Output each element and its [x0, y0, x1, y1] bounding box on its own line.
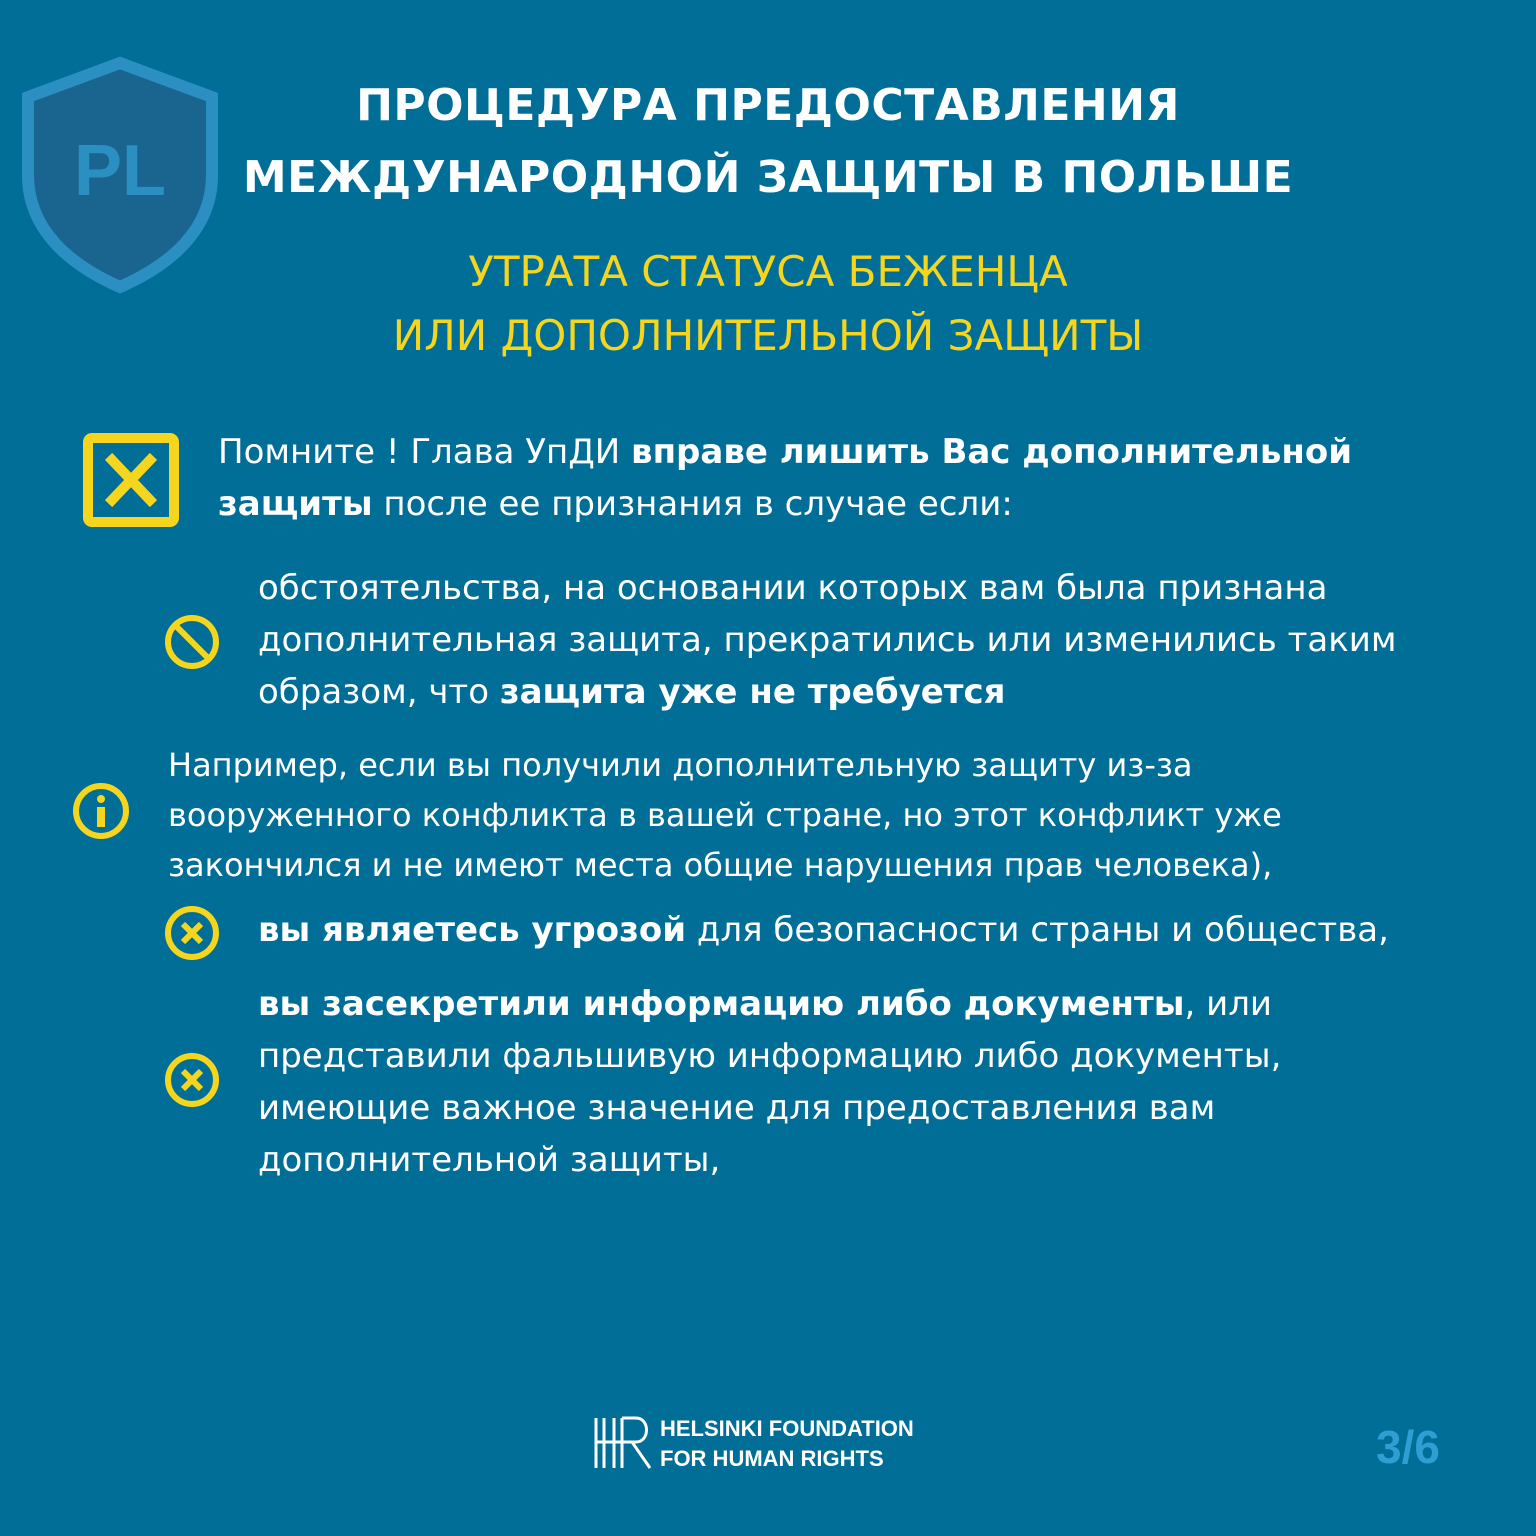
intro-suffix: после ее признания в случае если: [372, 484, 1013, 524]
title-line-1: ПРОЦЕДУРА ПРЕДОСТАВЛЕНИЯ [356, 80, 1180, 131]
subtitle-line-1: УТРАТА СТАТУСА БЕЖЕНЦА [468, 247, 1068, 296]
prohibited-icon [162, 612, 222, 672]
item-2-text [258, 904, 1498, 956]
intro-text [218, 426, 1478, 530]
boxed-x-icon [82, 432, 180, 528]
title-line-2: МЕЖДУНАРОДНОЙ ЗАЩИТЫ В ПОЛЬШЕ [242, 152, 1294, 203]
subtitle-line-2: ИЛИ ДОПОЛНИТЕЛЬНОЙ ЗАЩИТЫ [392, 311, 1144, 360]
item-3-plain: , или представили фальшивую информацию либо документы, имеющие важное значение для предоставления вам дополнительной защиты, [258, 984, 1282, 1180]
intro-bold: вправе лишить Вас дополнительной защиты [218, 432, 1353, 524]
item-1-text [258, 562, 1478, 718]
item-3-bold: вы засекретили информацию либо документы [258, 984, 1185, 1024]
logo-line-1: HELSINKI FOUNDATION [660, 1416, 914, 1441]
hfhr-logo-icon [592, 1414, 654, 1472]
item-1-plain: обстоятельства, на основании которых вам была признана дополнительная защита, прекратились или изменились таким образом, что [258, 568, 1397, 712]
info-text [168, 740, 1408, 890]
item-2-plain: для безопасности страны и общества, [686, 910, 1389, 950]
hfhr-logo-text [660, 1414, 914, 1474]
item-3-text [258, 978, 1438, 1186]
shield-label: PL [73, 131, 167, 211]
page-title [0, 70, 1536, 214]
info-paragraph: Например, если вы получили дополнительную защиту из-за вооруженного конфликта в вашей стране, но этот конфликт уже закончился и не имеют места общие нарушения прав человека), [168, 746, 1282, 884]
logo-line-2: FOR HUMAN RIGHTS [660, 1446, 884, 1471]
info-icon [70, 780, 132, 842]
page-subtitle [0, 240, 1536, 368]
item-2-bold: вы являетесь угрозой [258, 910, 687, 950]
intro-prefix: Помните ! Глава УпДИ [218, 432, 632, 472]
x-circle-icon [162, 1050, 222, 1110]
page-number: 3/6 [1376, 1421, 1440, 1473]
item-1-bold: защита уже не требуется [499, 672, 1006, 712]
x-circle-icon [162, 903, 222, 963]
